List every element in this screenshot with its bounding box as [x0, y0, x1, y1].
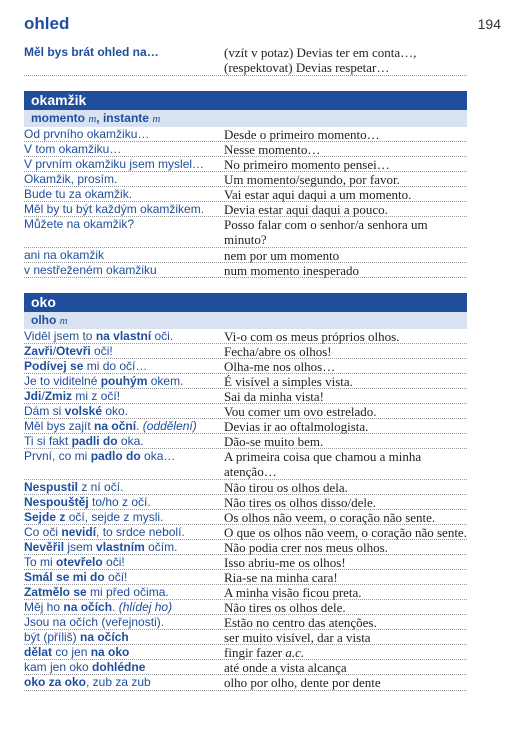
portuguese-translation: Nesse momento…	[224, 142, 321, 157]
phrase-row	[24, 570, 467, 585]
phrase-row	[24, 660, 467, 675]
phrase-row	[24, 202, 467, 217]
czech-phrase: Bude tu za okamžik.	[24, 187, 133, 201]
portuguese-translation: É visível a simples vista.	[224, 374, 353, 389]
portuguese-translation: Estão no centro das atenções.	[224, 615, 377, 630]
portuguese-translation: Vou comer um ovo estrelado.	[224, 404, 377, 419]
phrase-row	[24, 172, 467, 187]
czech-phrase: Podívej se mi do očí…	[24, 359, 148, 373]
czech-phrase: Dám si volské oko.	[24, 404, 129, 418]
czech-phrase: Nespustil z ní očí.	[24, 480, 124, 494]
phrase-row	[24, 359, 467, 374]
czech-phrase: To mi otevřelo oči!	[24, 555, 125, 569]
phrase-row	[24, 374, 467, 389]
page-number: 194	[477, 16, 501, 32]
czech-phrase: Zatmělo se mi před očima.	[24, 585, 169, 599]
phrase-row	[24, 495, 467, 510]
phrase-row	[24, 449, 467, 480]
portuguese-translation: Não podia crer nos meus olhos.	[224, 540, 388, 555]
portuguese-translation: No primeiro momento pensei…	[224, 157, 390, 172]
czech-phrase: Měl bys brát ohled na…	[24, 45, 159, 59]
portuguese-translation: ser muito visível, dar a vista	[224, 630, 371, 645]
phrase-row	[24, 344, 467, 359]
czech-phrase: Je to viditelné pouhým okem.	[24, 374, 184, 388]
portuguese-translation: (vzít v potaz) Devias ter em conta…, (respektovat) Devias respetar…	[224, 45, 417, 75]
phrase-row	[24, 525, 467, 540]
portuguese-translation: Os olhos não veem, o coração não sente.	[224, 510, 436, 525]
portuguese-translation: olho por olho, dente por dente	[224, 675, 381, 690]
portuguese-translation: Sai da minha vista!	[224, 389, 325, 404]
phrase-row	[24, 187, 467, 202]
portuguese-translation: Isso abriu-me os olhos!	[224, 555, 346, 570]
section-subtitle-oko	[24, 312, 467, 329]
czech-phrase: oko za oko, zub za zub	[24, 675, 151, 689]
czech-phrase: Měj ho na očích. (hlídej ho)	[24, 600, 173, 614]
portuguese-translation: Fecha/abre os olhos!	[224, 344, 332, 359]
czech-phrase: Okamžik, prosím.	[24, 172, 118, 186]
czech-phrase: V prvním okamžiku jsem myslel…	[24, 157, 205, 171]
czech-phrase: Od prvního okamžiku…	[24, 127, 150, 141]
phrase-row	[24, 645, 467, 660]
czech-phrase: Můžete na okamžik?	[24, 217, 135, 231]
portuguese-translation: Devia estar aqui daqui a pouco.	[224, 202, 388, 217]
czech-phrase: dělat co jen na oko	[24, 645, 130, 659]
portuguese-translation: A minha visão ficou preta.	[224, 585, 362, 600]
portuguese-translation: Vi-o com os meus próprios olhos.	[224, 329, 400, 344]
czech-phrase: První, co mi padlo do oka…	[24, 449, 176, 463]
section-title: oko	[31, 294, 56, 310]
phrase-row	[24, 142, 467, 157]
phrase-row	[24, 630, 467, 645]
czech-phrase: být (příliš) na očích	[24, 630, 129, 644]
phrase-row	[24, 480, 467, 495]
phrase-row	[24, 600, 467, 615]
czech-phrase: Smál se mi do očí!	[24, 570, 128, 584]
phrase-row	[24, 127, 467, 142]
phrase-row	[24, 434, 467, 449]
section-translation: momento m, instante m	[31, 111, 161, 125]
czech-phrase: Co oči nevidí, to srdce nebolí.	[24, 525, 185, 539]
section-translation: olho m	[31, 313, 68, 327]
phrase-row	[24, 45, 467, 76]
portuguese-translation: Não tires os olhos disso/dele.	[224, 495, 377, 510]
czech-phrase: Ti si fakt padli do oka.	[24, 434, 144, 448]
czech-phrase: Měl bys zajít na oční. (oddělení)	[24, 419, 197, 433]
section-header-okamzik	[24, 91, 467, 110]
phrase-row	[24, 217, 467, 248]
portuguese-translation: Não tires os olhos dele.	[224, 600, 346, 615]
portuguese-translation: fingir fazer a.c.	[224, 645, 305, 660]
czech-phrase: Jdi/Zmiz mi z očí!	[24, 389, 121, 403]
portuguese-translation: Olha-me nos olhos…	[224, 359, 336, 374]
phrase-row	[24, 157, 467, 172]
portuguese-translation: Um momento/segundo, por favor.	[224, 172, 400, 187]
czech-phrase: v nestřeženém okamžiku	[24, 263, 157, 277]
portuguese-translation: Devias ir ao oftalmologista.	[224, 419, 369, 434]
portuguese-translation: Vai estar aqui daqui a um momento.	[224, 187, 412, 202]
czech-phrase: ani na okamžik	[24, 248, 105, 262]
portuguese-translation: num momento inesperado	[224, 263, 360, 278]
phrase-row	[24, 675, 467, 691]
portuguese-translation: Dão-se muito bem.	[224, 434, 324, 449]
portuguese-translation: Não tirou os olhos dela.	[224, 480, 348, 495]
portuguese-translation: Posso falar com o senhor/a senhora um minuto?	[224, 217, 428, 247]
phrase-row	[24, 555, 467, 570]
headword: ohled	[24, 14, 70, 33]
section-subtitle-okamzik	[24, 110, 467, 127]
czech-phrase: kam jen oko dohlédne	[24, 660, 146, 674]
czech-phrase: Viděl jsem to na vlastní oči.	[24, 329, 174, 343]
czech-phrase: Sejde z očí, sejde z mysli.	[24, 510, 164, 524]
portuguese-translation: nem por um momento	[224, 248, 340, 263]
section-header-oko	[24, 293, 467, 312]
phrase-row	[24, 329, 467, 344]
phrase-row	[24, 540, 467, 555]
phrase-row	[24, 248, 467, 263]
page-header	[24, 14, 501, 38]
section-title: okamžik	[31, 92, 87, 108]
phrase-row	[24, 419, 467, 434]
portuguese-translation: até onde a vista alcança	[224, 660, 347, 675]
phrase-row	[24, 404, 467, 419]
portuguese-translation: Ria-se na minha cara!	[224, 570, 338, 585]
phrase-row	[24, 389, 467, 404]
portuguese-translation: O que os olhos não veem, o coração não sente.	[224, 525, 467, 540]
phrase-row	[24, 585, 467, 600]
portuguese-translation: Desde o primeiro momento…	[224, 127, 380, 142]
phrase-row	[24, 510, 467, 525]
czech-phrase: Zavři/Otevři oči!	[24, 344, 113, 358]
czech-phrase: Nevěřil jsem vlastním očím.	[24, 540, 178, 554]
portuguese-translation: A primeira coisa que chamou a minha atenção…	[224, 449, 422, 479]
czech-phrase: V tom okamžiku…	[24, 142, 122, 156]
phrase-row	[24, 263, 467, 278]
czech-phrase: Měl by tu být každým okamžikem.	[24, 202, 205, 216]
phrase-row	[24, 615, 467, 630]
czech-phrase: Nespouštěj to/ho z očí.	[24, 495, 151, 509]
czech-phrase: Jsou na očích (veřejnosti).	[24, 615, 165, 629]
